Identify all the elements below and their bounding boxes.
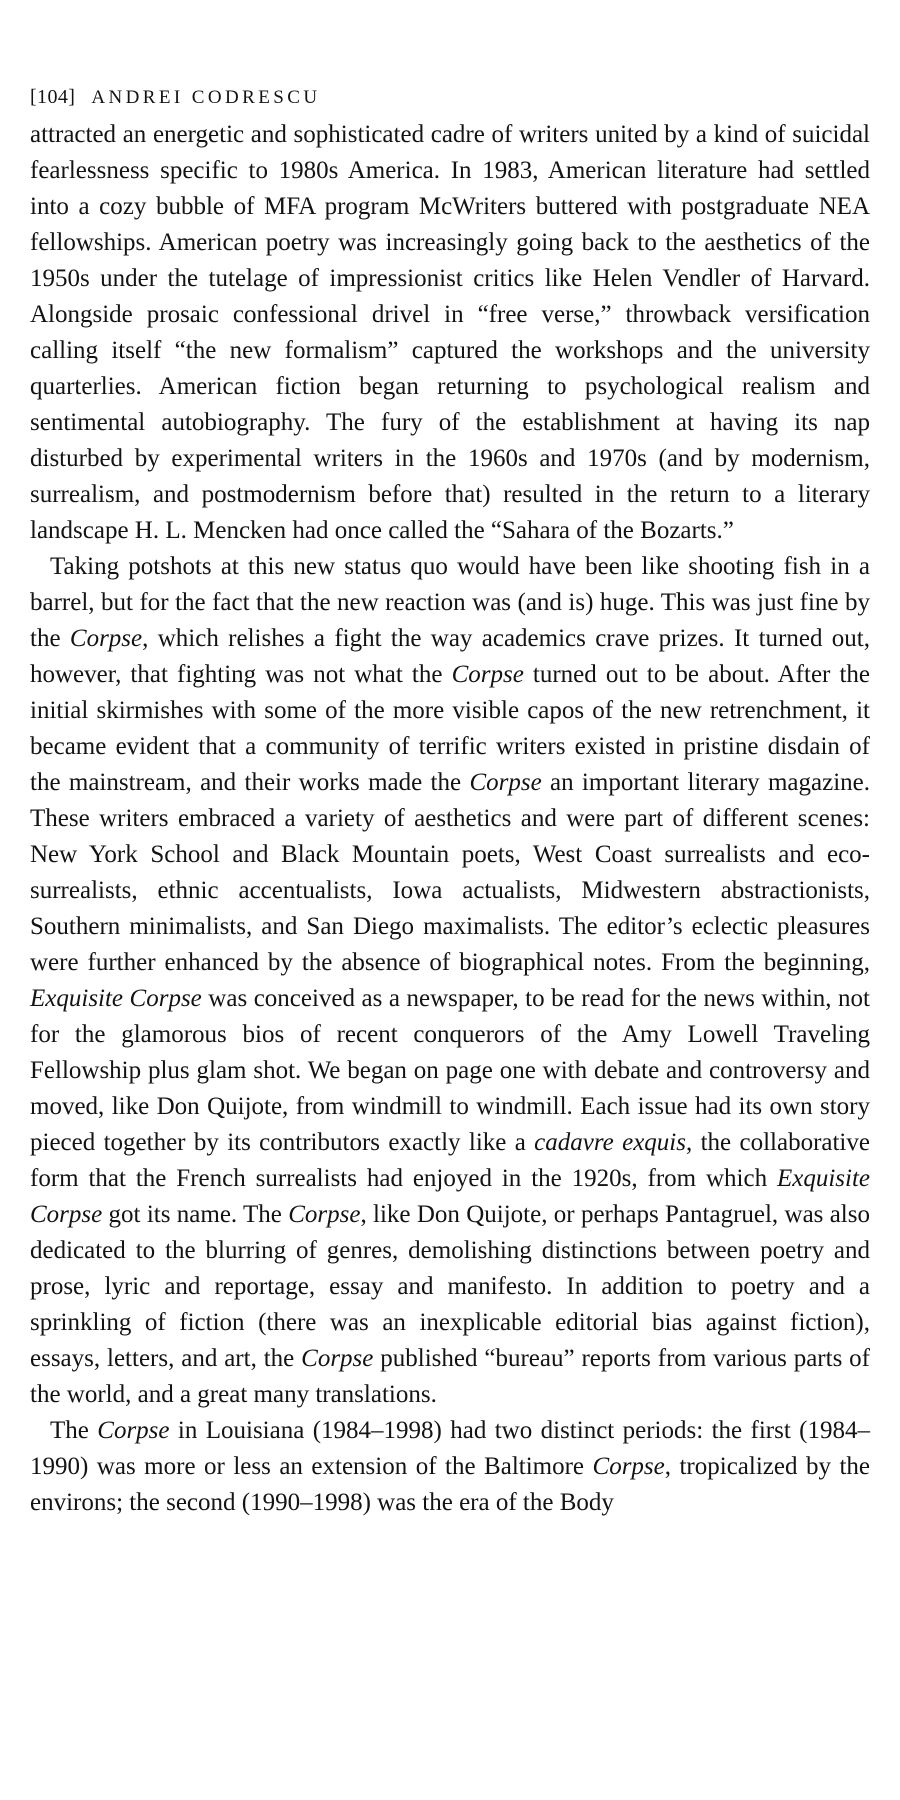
text-run: The: [50, 1417, 98, 1444]
italic-text-run: Exquisite Corpse: [30, 985, 202, 1012]
italic-text-run: Corpse: [97, 1417, 170, 1444]
italic-text-run: Corpse: [592, 1453, 665, 1480]
italic-text-run: Corpse: [451, 661, 524, 688]
italic-text-run: Corpse: [469, 769, 542, 796]
paragraph: [30, 549, 870, 1413]
italic-text-run: Corpse: [69, 625, 143, 652]
italic-text-run: cadavre exquis: [534, 1129, 686, 1156]
italic-text-run: Exquisite Corpse: [30, 1165, 870, 1228]
paragraph: [30, 1413, 870, 1521]
text-run: got its name. The: [102, 1201, 289, 1228]
text-run: , which relishes a fight the way academics crave prizes. It turned out, however, that fighting was not what the: [30, 625, 870, 688]
page-number: [104]: [30, 86, 76, 108]
paragraph: [30, 117, 870, 549]
text-run: an important literary magazine. These writers embraced a variety of aesthetics and were part of different scenes: New York School and Black Mountain poets, West Coast surrealists and eco-surrealists, ethnic accentualists, Iowa actualists, Midwestern abstractionists, Southern minimalists, and San Diego maximalists. The editor’s eclectic pleasures were further enhanced by the absence of biographical notes. From the beginning,: [30, 769, 870, 976]
text-run: in Louisiana (1984–1998) had two distinct periods: the first (1984–1990) was more or less an extension of the Baltimore: [30, 1417, 870, 1480]
text-run: , the collaborative form that the French surrealists had enjoyed in the 1920s, from which: [30, 1129, 870, 1192]
italic-text-run: Corpse: [288, 1201, 361, 1228]
text-run: Taking potshots at this new status quo would have been like shooting fish in a barrel, but for the fact that the new reaction was (and is) huge. This was just fine by the: [30, 553, 870, 652]
text-run: was conceived as a newspaper, to be read for the news within, not for the glamorous bios of recent conquerors of the Amy Lowell Traveling Fellowship plus glam shot. We began on page one with debate and controversy and moved, like Don Quijote, from windmill to windmill. Each issue had its own story pieced together by its contributors exactly like a: [30, 985, 870, 1156]
italic-text-run: Corpse: [301, 1345, 374, 1372]
running-head-author: ANDREI CODRESCU: [91, 87, 321, 108]
text-run: published “bureau” reports from various parts of the world, and a great many translations.: [30, 1345, 871, 1408]
text-run: , like Don Quijote, or perhaps Pantagruel, was also dedicated to the blurring of genres, demolishing distinctions between poetry and prose, lyric and reportage, essay and manifesto. In addition to poetry and a sprinkling of fiction (there was an inexplicable editorial bias against fiction), essays, letters, and art, the: [30, 1201, 870, 1372]
text-run: , tropicalized by the environs; the second (1990–1998) was the era of the Body: [30, 1453, 870, 1516]
body-text: [30, 117, 870, 1521]
text-run: attracted an energetic and sophisticated cadre of writers united by a kind of suicidal fearlessness specific to 1980s America. In 1983, American literature had settled into a cozy bubble of MFA program McWriters buttered with postgraduate NEA fellowships. American poetry was increasingly going back to the aesthetics of the 1950s under the tutelage of impressionist critics like Helen Vendler of Harvard. Alongside prosaic confessional drivel in “free verse,” throwback versification calling itself “the new formalism” captured the workshops and the university quarterlies. American fiction began returning to psychological realism and sentimental autobiography. The fury of the establishment at having its nap disturbed by experimental writers in the 1960s and 1970s (and by modernism, surrealism, and postmodernism before that) resulted in the return to a literary landscape H. L. Mencken had once called the “Sahara of the Bozarts.”: [30, 121, 870, 544]
text-run: turned out to be about. After the initial skirmishes with some of the more visible capos of the new retrenchment, it became evident that a community of terrific writers existed in pristine disdain of the mainstream, and their works made the: [30, 661, 871, 796]
running-head: [30, 85, 870, 110]
